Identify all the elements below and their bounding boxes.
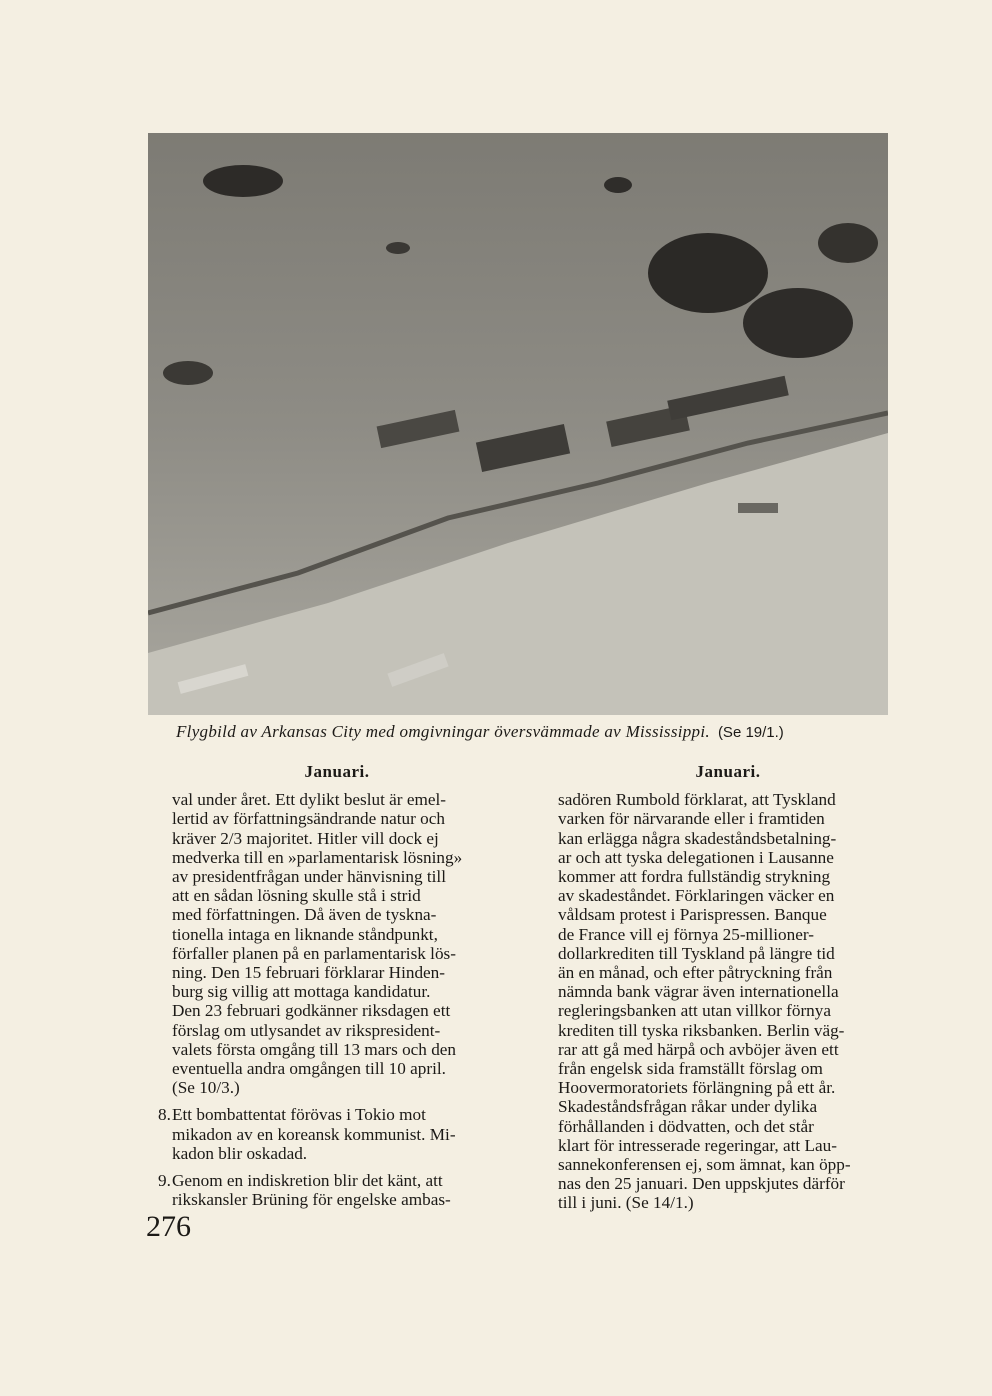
- text-line: av presidentfrågan under hänvisning till: [172, 867, 446, 887]
- text-line: val under året. Ett dylikt beslut är emel-: [172, 790, 446, 810]
- left-column-paragraph: [172, 790, 512, 1097]
- text-line: de France vill ej förnya 25-millioner-: [558, 924, 814, 944]
- text-line: burg sig villig att mottaga kandidatur.: [172, 982, 431, 1002]
- text-line: nas den 25 januari. Den uppskjutes därför: [558, 1174, 845, 1194]
- text-line: klart för intresserade regeringar, att Lau-: [558, 1135, 837, 1155]
- text-line: att en sådan lösning skulle stå i strid: [172, 886, 421, 906]
- text-line: eventuella andra omgången till 10 april.: [172, 1059, 446, 1079]
- text-line: dollarkrediten till Tyskland på längre tid: [558, 943, 835, 963]
- text-line: varken för närvarande eller i framtiden: [558, 809, 825, 829]
- photo-caption: [176, 722, 896, 742]
- text-line: med författningen. Då även de tyskna-: [172, 905, 437, 925]
- text-line: Den 23 februari godkänner riksdagen ett: [172, 1001, 451, 1021]
- right-column: [558, 762, 898, 1213]
- text-line: valets första omgång till 13 mars och den: [172, 1039, 457, 1059]
- text-line: lertid av författningsändrande natur och: [172, 809, 445, 829]
- text-line: medverka till en »parlamentarisk lösning»: [172, 847, 463, 867]
- entry-8: [158, 1105, 512, 1163]
- text-line: krediten till tyska riksbanken. Berlin väg-: [558, 1020, 845, 1040]
- text-line: våldsam protest i Parispressen. Banque: [558, 905, 827, 925]
- text-line: förhållanden i dödvatten, och det står: [558, 1116, 814, 1136]
- text-line: Genom en indiskretion blir det känt, att: [172, 1171, 443, 1191]
- aerial-flood-photo: [148, 133, 888, 715]
- text-line: Ett bombattentat förövas i Tokio mot: [172, 1105, 426, 1125]
- text-line: Skadeståndsfrågan råkar under dylika: [558, 1097, 818, 1117]
- text-line: ning. Den 15 februari förklarar Hinden-: [172, 963, 445, 983]
- text-line: kan erlägga några skadeståndsbetalning-: [558, 828, 837, 848]
- text-line: rar att gå med härpå och avböjer även ett: [558, 1039, 839, 1059]
- entry-number: 9.: [158, 1171, 171, 1191]
- text-line: från engelsk sida framställt förslag om: [558, 1059, 823, 1079]
- text-line: Hoovermoratoriets förlängning på ett år.: [558, 1078, 836, 1098]
- page-number: 276: [146, 1210, 191, 1243]
- text-line: än en månad, och efter påtryckning från: [558, 963, 833, 983]
- left-column-heading: Januari.: [304, 762, 370, 781]
- text-line: mikadon av en koreansk kommunist. Mi-: [172, 1124, 456, 1144]
- text-line: förfaller planen på en parlamentarisk lös-: [172, 943, 456, 963]
- entry-9: [158, 1171, 512, 1210]
- text-line: till i juni. (Se 14/1.): [558, 1193, 694, 1213]
- right-column-heading: Januari.: [695, 762, 761, 781]
- text-line: kräver 2/3 majoritet. Hitler vill dock ej: [172, 828, 439, 848]
- caption-text: Flygbild av Arkansas City med omgivningar översvämmade av Mississippi.: [176, 722, 710, 741]
- text-line: ar och att tyska delegationen i Lausanne: [558, 847, 834, 867]
- text-line: nämnda bank vägrar även internationella: [558, 982, 839, 1002]
- text-line: förslag om utlysandet av rikspresident-: [172, 1020, 441, 1040]
- text-line: sadören Rumbold förklarat, att Tyskland: [558, 790, 836, 810]
- text-line: tionella intaga en liknande ståndpunkt,: [172, 924, 438, 944]
- text-line: rikskansler Brüning för engelske ambas-: [172, 1190, 451, 1210]
- aerial-flood-photo-icon: [148, 133, 888, 715]
- text-line: (Se 10/3.): [172, 1078, 240, 1098]
- text-line: sannekonferensen ej, som ämnat, kan öpp-: [558, 1155, 851, 1175]
- text-line: kadon blir oskadad.: [172, 1143, 308, 1163]
- entry-number: 8.: [158, 1105, 171, 1125]
- right-column-paragraph: [558, 790, 898, 1212]
- text-line: kommer att fordra fullständig strykning: [558, 867, 831, 887]
- text-line: regleringsbanken att utan villkor förnya: [558, 1001, 832, 1021]
- text-line: av skadeståndet. Förklaringen väcker en: [558, 886, 835, 906]
- left-column: [158, 762, 512, 1210]
- caption-reference: (Se 19/1.): [717, 724, 784, 741]
